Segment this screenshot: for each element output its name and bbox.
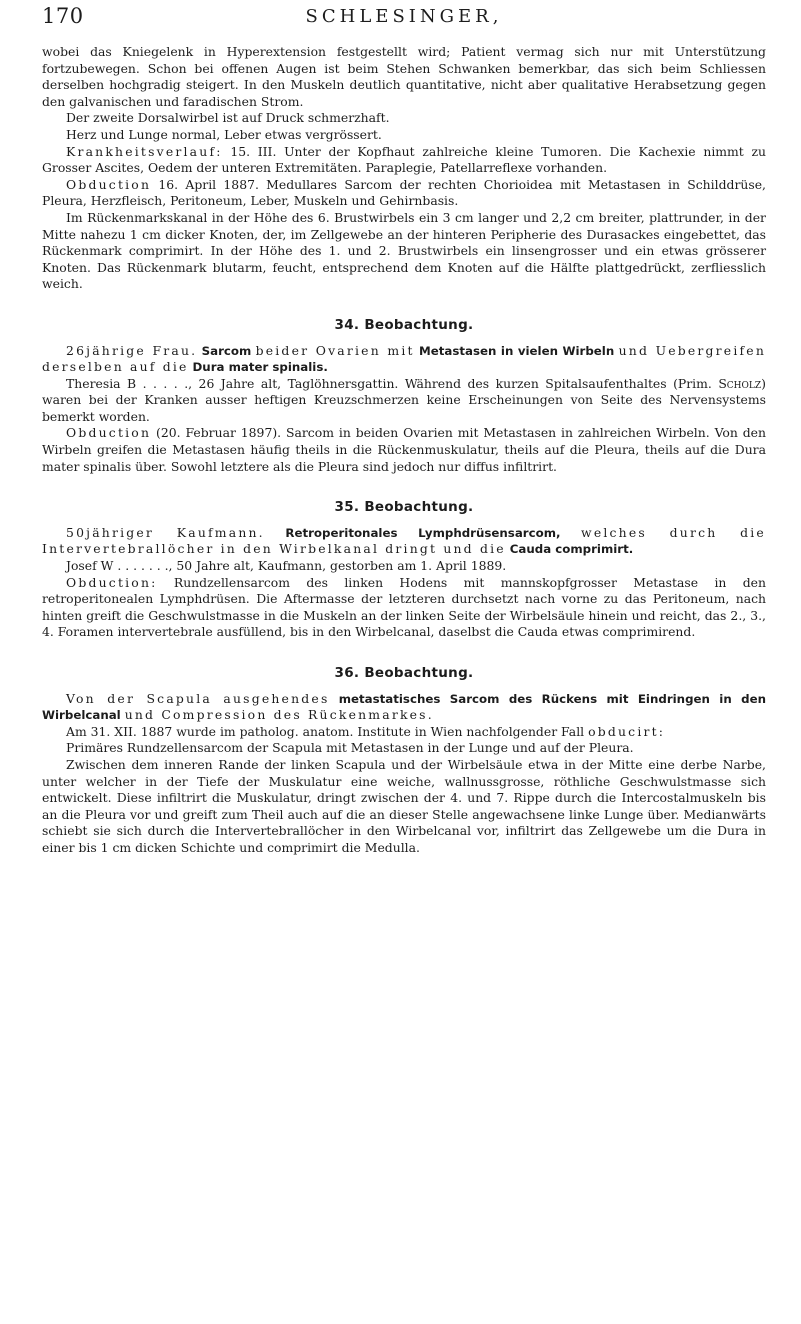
paragraph xyxy=(42,144,766,177)
summary-text: Von der Scapula ausgehendes xyxy=(66,690,330,706)
observation-heading: 36. Beobachtung. xyxy=(334,665,474,681)
paragraph: Primäres Rundzellensarcom der Scapula mit Metastasen in der Lunge und auf der Pleura. xyxy=(66,740,634,756)
summary-bold: Retroperitonales Lymphdrüsensarcom, xyxy=(285,525,561,540)
paragraph: Josef W . . . . . . ., 50 Jahre alt, Kaufmann, gestorben am 1. April 1889. xyxy=(66,558,507,574)
paragraph xyxy=(42,724,766,741)
summary-bold: Dura mater spinalis. xyxy=(192,360,328,375)
summary-text: und Compression des Rückenmarkes. xyxy=(124,707,434,723)
paragraph-text: Am 31. XII. 1887 wurde im patholog. anatom. Institute in Wien nachfolgender Fall xyxy=(66,723,589,739)
section-label: Krankheitsverlauf: xyxy=(66,143,223,159)
paragraph-text: Theresia B . . . . ., 26 Jahre alt, Taglöhnersgattin. Während des kurzen Spitalsaufenthaltes (Prim. xyxy=(66,375,719,391)
paragraph-text: obducirt xyxy=(588,723,659,739)
paragraph-text: ) waren bei der Kranken ausser heftigen Kreuzschmerzen keine Erscheinungen von Seite des Nervensystems bemerkt worden. xyxy=(42,375,766,424)
summary-text: welches durch die Intervertebrallöcher in den Wirbelkanal dringt und die xyxy=(42,524,766,557)
case-summary xyxy=(42,691,766,724)
summary-text: 26jährige Frau. xyxy=(66,342,198,358)
page-header xyxy=(42,4,766,30)
paragraph-text: : xyxy=(658,723,663,739)
book-page xyxy=(42,0,766,1324)
summary-text: und Uebergreifen derselben auf die xyxy=(42,342,766,375)
paragraph-text: 16. April 1887. Medullares Sarcom der rechten Chorioidea mit Metastasen in Schilddrüse, Pleura, Herzfleisch, Peritoneum, Leber, Muskeln und Gehirnbasis. xyxy=(42,176,766,209)
paragraph xyxy=(42,376,766,426)
paragraph: Herz und Lunge normal, Leber etwas vergrössert. xyxy=(66,126,382,142)
paragraph: Zwischen dem inneren Rande der linken Scapula und der Wirbelsäule etwa in der Mitte eine derbe Narbe, unter welcher in der Tiefe der Muskulatur eine weiche, wallnussgrosse, röthliche Geschwulstmasse sich entwickelt. Diese infiltrirt die Muskulatur, dringt zwischen der 4. und 7. Rippe durch die Intercostalmuskeln bis an die Pleura vor und greift zum Theil auch auf die an dieser Stelle angewachsene linke Lunge über. Medianwärts schiebt sie sich durch die Intervertebrallöcher in den Wirbelcanal vor, infiltrirt das Zellgewebe um die Dura in einer bis 1 cm dicken Schichte und comprimirt die Medulla. xyxy=(42,756,766,855)
case-summary xyxy=(42,525,766,558)
section-label: Obduction xyxy=(66,425,152,441)
paragraph-text: 15. III. Unter der Kopfhaut zahlreiche kleine Tumoren. Die Kachexie nimmt zu Grosser Ascites, Oedem der unteren Extremitäten. Paraplegie, Patellarreflexe vorhanden. xyxy=(42,143,766,176)
running-head: SCHLESINGER, xyxy=(305,6,503,27)
summary-bold: Metastasen in vielen Wirbeln xyxy=(419,343,615,358)
summary-text: beider Ovarien mit xyxy=(255,342,415,358)
page-number: 170 xyxy=(42,4,84,28)
observation-heading: 35. Beobachtung. xyxy=(334,499,474,516)
paragraph xyxy=(42,575,766,641)
summary-text: 50jähriger Kaufmann. xyxy=(66,524,265,540)
summary-bold: metastatisches Sarcom des Rückens mit Eindringen in den Wirbelcanal xyxy=(42,691,766,723)
paragraph: Im Rückenmarkskanal in der Höhe des 6. Brustwirbels ein 3 cm langer und 2,2 cm breiter, plattrunder, in der Mitte nahezu 1 cm dicker Knoten, der, im Zellgewebe an der hinteren Peripherie des Durasackes eingebettet, das Rückenmark comprimirt. In der Höhe des 1. und 2. Brustwirbels ein linsengrosser und ein etwas grösserer Knoten. Das Rückenmark blutarm, feucht, entsprechend dem Knoten auf die Hälfte plattgedrückt, zerfliesslich weich. xyxy=(42,209,766,292)
summary-bold: Sarcom xyxy=(201,343,252,358)
paragraph: wobei das Kniegelenk in Hyperextension festgestellt wird; Patient vermag sich nur mit Unterstützung fortzubewegen. Schon bei offenen Augen ist beim Stehen Schwanken bemerkbar, das sich beim Schliessen derselben hochgradig steigert. In den Muskeln deutlich quantitative, nicht aber qualitative Herabsetzung gegen den galvanischen und faradischen Strom. xyxy=(42,44,766,109)
page-body xyxy=(42,44,766,857)
paragraph xyxy=(42,177,766,210)
section-label: Obduction: xyxy=(66,574,158,590)
paragraph-text: (20. Februar 1897). Sarcom in beiden Ovarien mit Metastasen in zahlreichen Wirbeln. Von den Wirbeln greifen die Metastasen häufig theils in die Rückenmuskulatur, theils auf die Pleura, theils auf die Dura mater spinalis über. Sowohl letztere als die Pleura sind jedoch nur diffus infiltrirt. xyxy=(42,425,766,474)
person-name: Scholz xyxy=(718,375,762,391)
paragraph xyxy=(42,425,766,475)
case-summary xyxy=(42,343,766,376)
summary-bold: Cauda comprimirt. xyxy=(509,542,634,557)
paragraph: Der zweite Dorsalwirbel ist auf Druck schmerzhaft. xyxy=(66,110,390,126)
paragraph-text: Rundzellensarcom des linken Hodens mit mannskopfgrosser Metastase in den retroperitonealen Lymphdrüsen. Die Aftermasse der letzteren durchsetzt nach vorne zu das Peritoneum, nach hinten greift die Geschwulstmasse in die Muskeln an der linken Seite der Wirbelsäule hinein und reicht, das 2., 3., 4. Foramen intervertebrale ausfüllend, bis in den Wirbelcanal, daselbst die Cauda etwas comprimirend. xyxy=(42,574,766,640)
section-label: Obduction xyxy=(66,176,152,192)
observation-heading: 34. Beobachtung. xyxy=(334,316,474,333)
